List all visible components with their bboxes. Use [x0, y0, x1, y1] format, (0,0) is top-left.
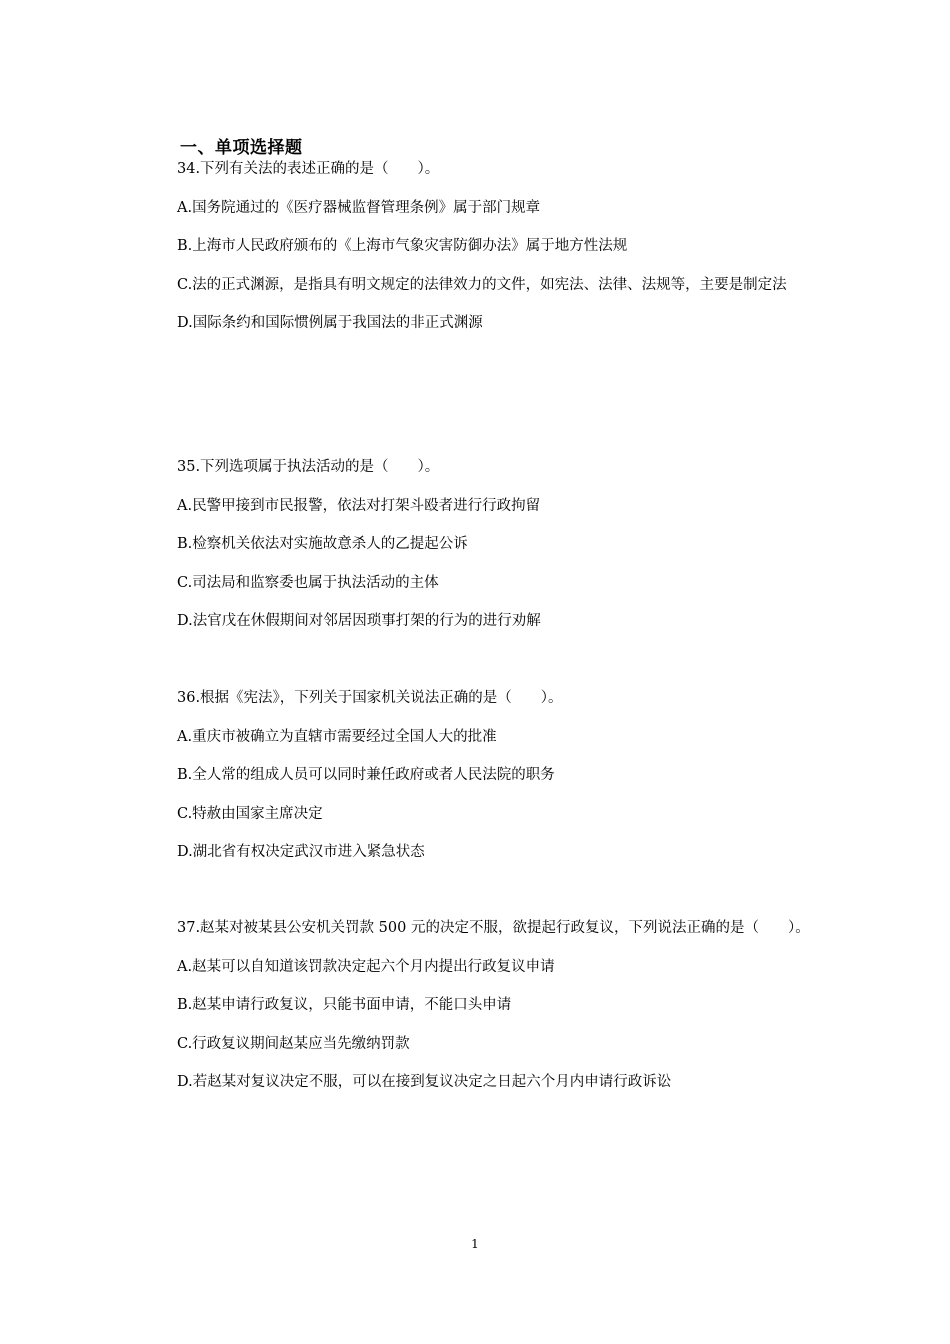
- option-b: B.赵某申请行政复议，只能书面申请，不能口头申请: [177, 997, 512, 1013]
- option-c: C.法的正式渊源，是指具有明文规定的法律效力的文件，如宪法、法律、法规等，主要是制定法: [177, 276, 787, 293]
- section-title: 一、单项选择题: [180, 138, 303, 158]
- option-d: D.湖北省有权决定武汉市进入紧急状态: [177, 844, 425, 860]
- question-stem: 36.根据《宪法》，下列关于国家机关说法正确的是（ ）。: [177, 690, 563, 706]
- option-a: A.重庆市被确立为直辖市需要经过全国人大的批准: [177, 728, 497, 745]
- question-stem: 34.下列有关法的表述正确的是（ ）。: [177, 161, 440, 177]
- option-c: C.行政复议期间赵某应当先缴纳罚款: [177, 1035, 410, 1052]
- option-b: B.全人常的组成人员可以同时兼任政府或者人民法院的职务: [177, 767, 555, 783]
- question-35: [146, 448, 816, 641]
- option-d: D.国际条约和国际惯例属于我国法的非正式渊源: [177, 315, 483, 331]
- question-34: [146, 150, 816, 343]
- page-number: 1: [471, 1237, 479, 1251]
- option-a: A.民警甲接到市民报警，依法对打架斗殴者进行行政拘留: [177, 497, 541, 514]
- question-stem: 35.下列选项属于执法活动的是（ ）。: [177, 459, 440, 475]
- question-stem: 37.赵某对被某县公安机关罚款 500 元的决定不服，欲提起行政复议，下列说法正确的是（ ）。: [177, 920, 810, 936]
- question-36: [146, 679, 816, 872]
- option-b: B.检察机关依法对实施故意杀人的乙提起公诉: [177, 536, 468, 552]
- option-c: C.司法局和监察委也属于执法活动的主体: [177, 574, 439, 591]
- option-c: C.特赦由国家主席决定: [177, 805, 323, 822]
- option-a: A.国务院通过的《医疗器械监督管理条例》属于部门规章: [177, 199, 541, 216]
- question-37: [146, 909, 816, 1102]
- option-b: B.上海市人民政府颁布的《上海市气象灾害防御办法》属于地方性法规: [177, 238, 628, 254]
- option-d: D.若赵某对复议决定不服，可以在接到复议决定之日起六个月内申请行政诉讼: [177, 1074, 672, 1090]
- option-a: A.赵某可以自知道该罚款决定起六个月内提出行政复议申请: [177, 958, 555, 975]
- option-d: D.法官戊在休假期间对邻居因琐事打架的行为的进行劝解: [177, 613, 541, 629]
